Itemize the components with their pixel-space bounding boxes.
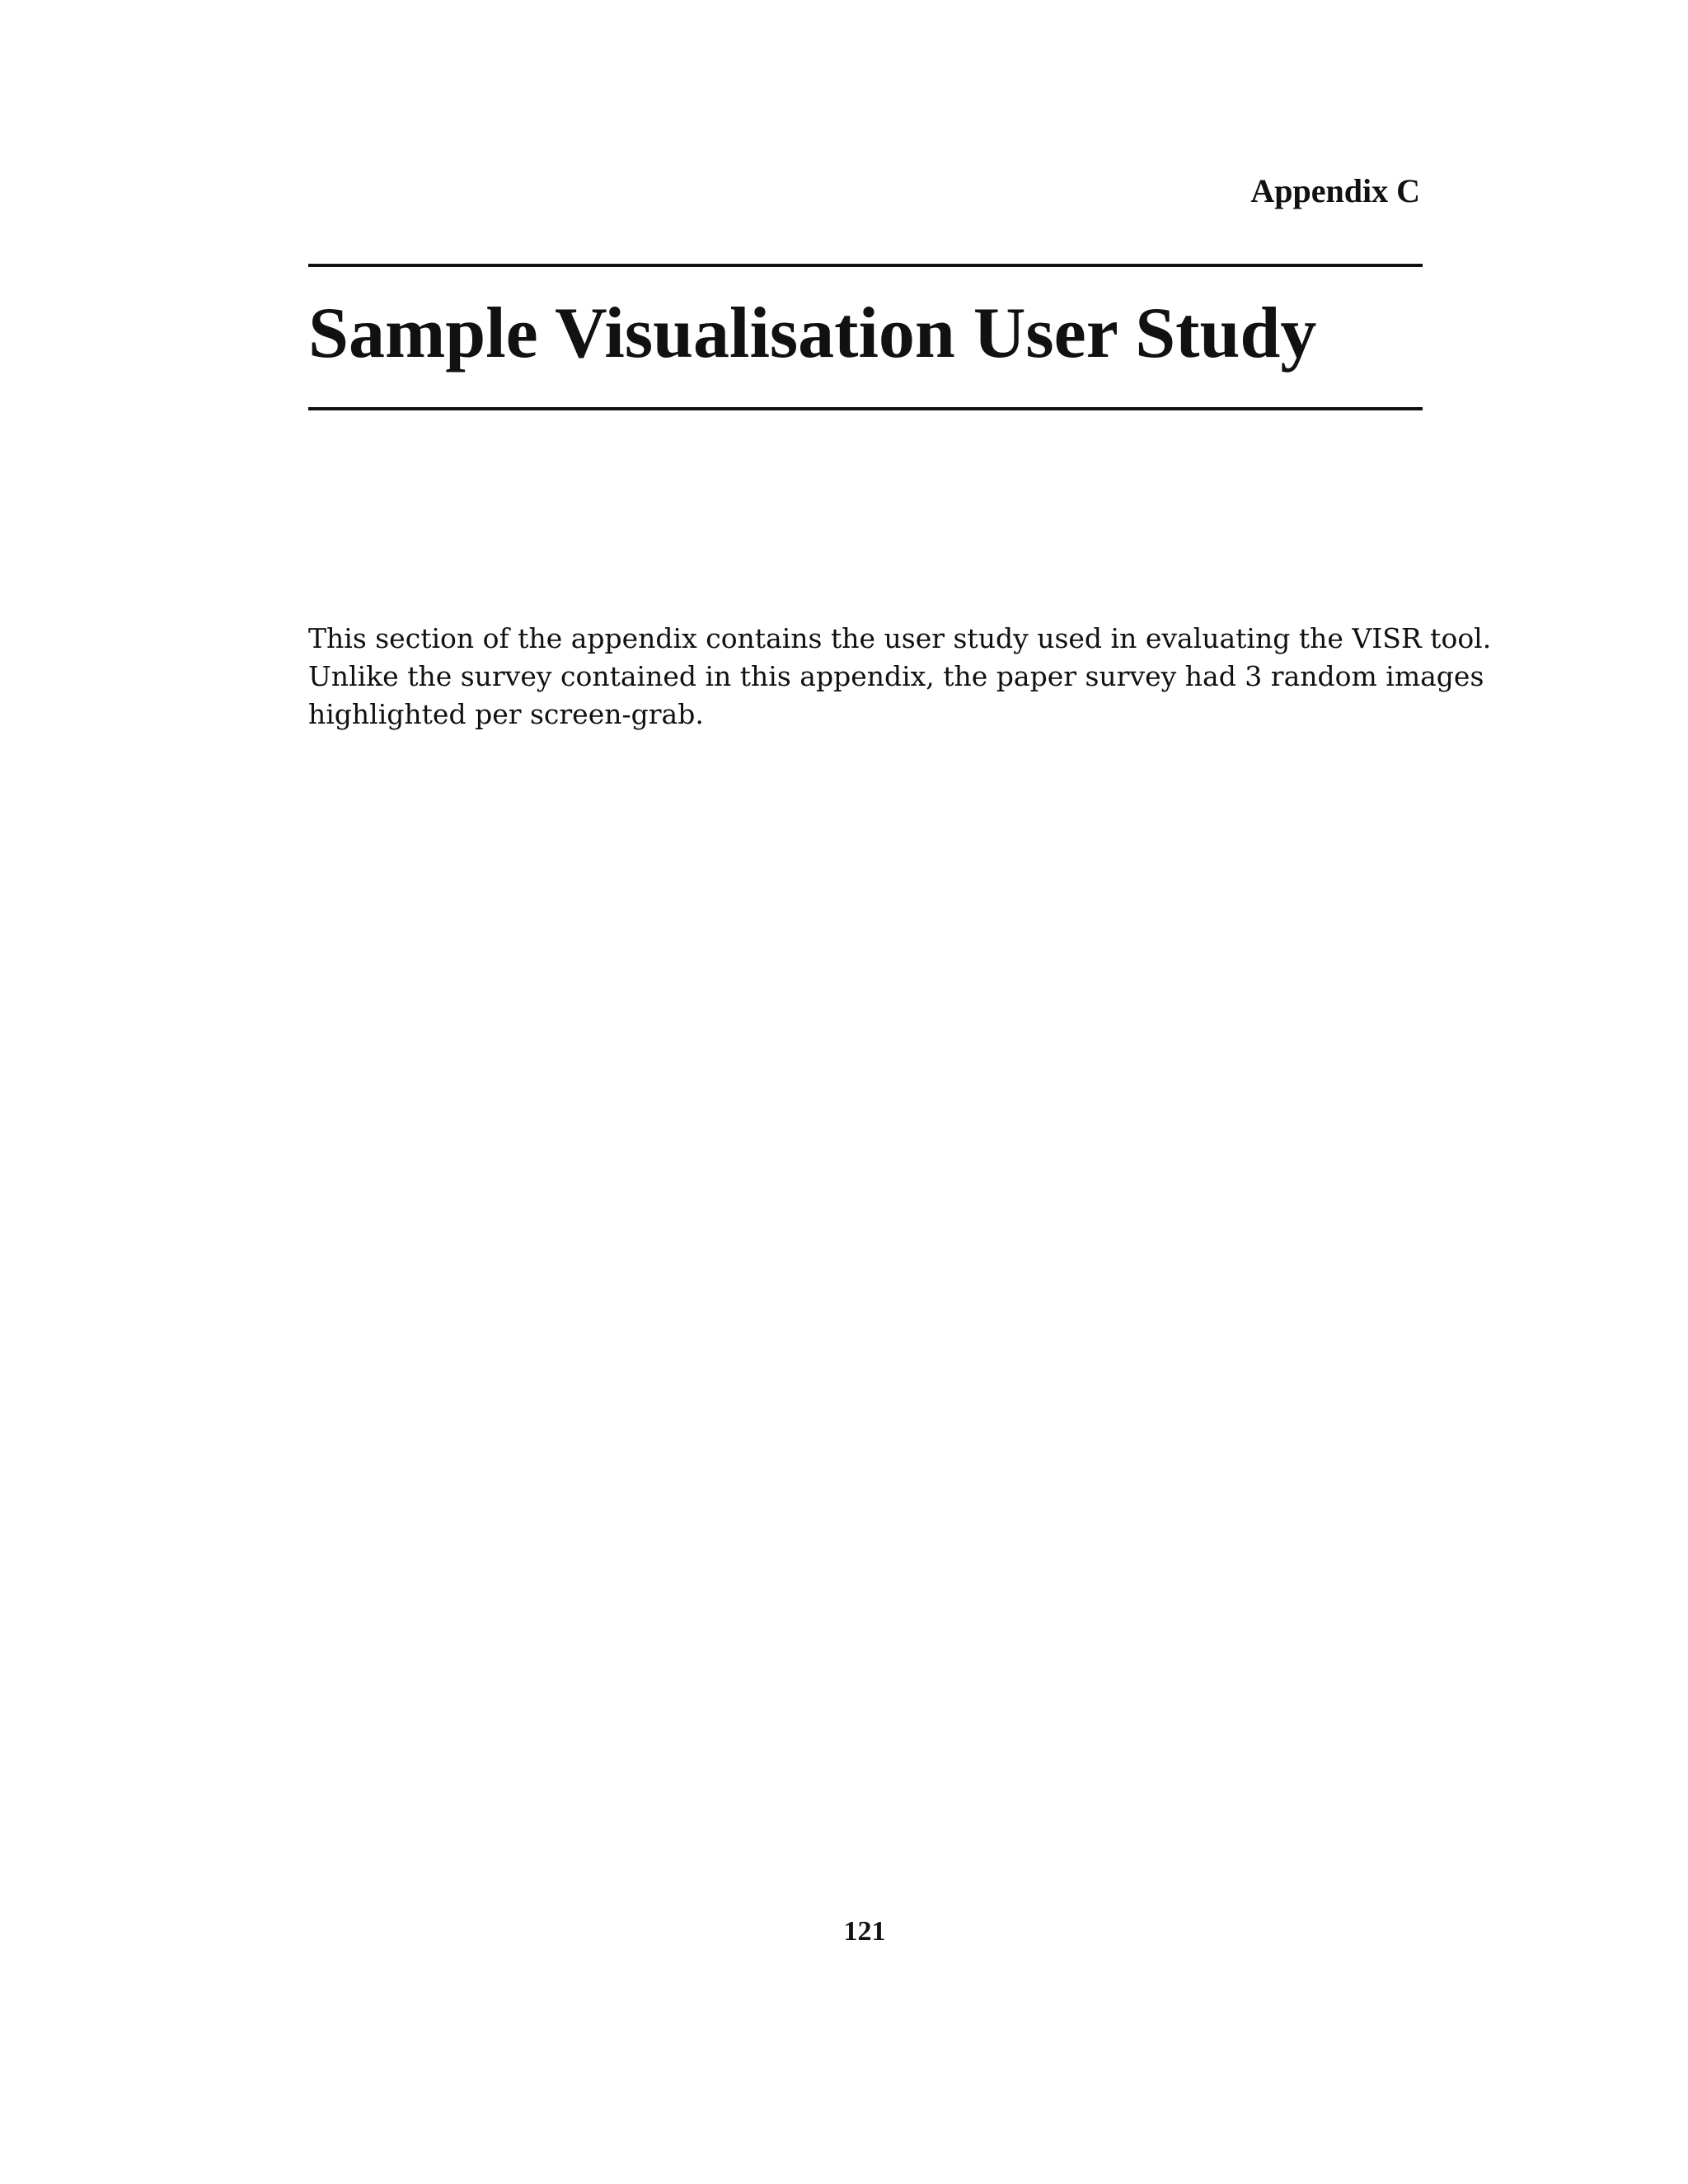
page-number: 121 [843,1916,886,1947]
paragraph-line: This section of the appendix contains the user study used in evaluating the VISR tool. [308,622,1492,654]
chapter-title: Sample Visualisation User Study [308,293,1317,373]
intro-paragraph [308,620,1492,733]
paragraph-line: highlighted per screen-grab. [308,698,704,730]
title-top-rule [308,264,1423,267]
paragraph-line: Unlike the survey contained in this appendix, the paper survey had 3 random images [308,660,1484,692]
title-bottom-rule [308,407,1423,410]
chapter-label: Appendix C [1250,172,1420,209]
